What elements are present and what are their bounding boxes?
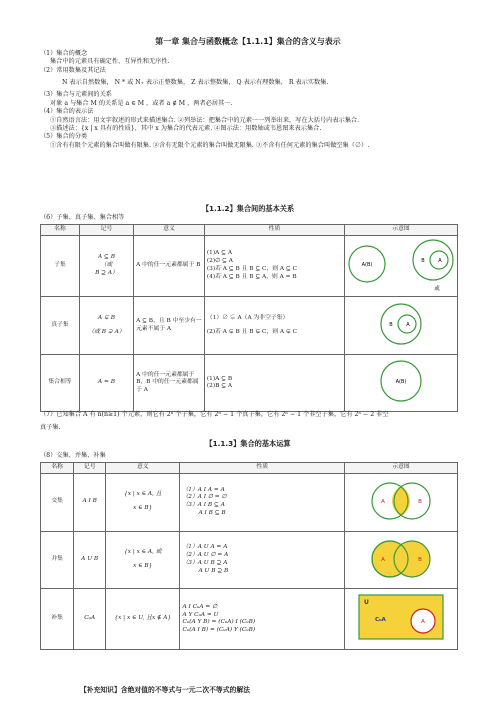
venn-label: A bbox=[381, 556, 385, 563]
line: ①自然语言法：用文字叙述的形式来描述集合. ②列举法：把集合中的元素一一列举出来，写在大括号内表示集合. bbox=[50, 116, 360, 124]
symbol: A ⊊ B bbox=[97, 314, 115, 321]
cell-name: 真子集 bbox=[41, 296, 80, 355]
subset-venn-diagram bbox=[345, 236, 457, 292]
or-label: 或 bbox=[434, 285, 440, 292]
property: （2）A I ∅ = ∅ bbox=[182, 494, 227, 501]
property: （2）A U ∅ = A bbox=[182, 552, 229, 559]
property: （3）A U B ⊇ A bbox=[182, 560, 228, 567]
line: 对象 a 与集合 M 的关系是 a ∈ M ，或者 a ∉ M ，两者必居其一. bbox=[50, 99, 233, 107]
symbol: A U B bbox=[74, 531, 106, 589]
line: N 表示自然数集， N * 或 N₊ 表示正整数集， Z 表示整数集， Q 表示有理数集， R 表示实数集. bbox=[62, 79, 329, 87]
property: (4)若 A ⊆ B 且 B ⊆ A，则 A = B bbox=[206, 273, 297, 280]
property: A I B ⊆ B bbox=[198, 510, 226, 517]
line: （7）已知集合 A 有 n(n≥1) 个元素，则它有 2ⁿ 个子集，它有 2ⁿ − 1 个真子集，它有 2ⁿ − 1 个非空子集，它有 2ⁿ − 2 非空 bbox=[40, 411, 389, 418]
line: （3）集合与元素间的关系 bbox=[40, 91, 112, 99]
cell-name: 子集 bbox=[41, 235, 80, 296]
symbol: A I B bbox=[74, 473, 106, 531]
intersection-venn-diagram bbox=[345, 474, 457, 527]
section-heading-1-1-2: 【1.1.2】集合间的基本关系 bbox=[201, 204, 295, 213]
col-header: 意义 bbox=[106, 463, 180, 474]
property: (2)∅ ⊆ A bbox=[206, 257, 233, 264]
equal-sets-venn-diagram bbox=[345, 355, 457, 407]
supplement-heading: 【补充知识】含绝对值的不等式与一元二次不等式的解法 bbox=[80, 686, 250, 694]
property: A U B ⊇ B bbox=[198, 567, 229, 574]
cell-meaning: A 中的任一元素都属于 B bbox=[134, 235, 205, 296]
line: （6）子集、真子集、集合相等 bbox=[40, 214, 125, 221]
meaning: {x | x ∈ U, 且x ∉ A} bbox=[106, 589, 180, 650]
venn-label: A bbox=[406, 321, 410, 328]
col-header: 性质 bbox=[180, 463, 345, 474]
page-title: 第一章 集合与函数概念【1.1.1】集合的含义与表示 bbox=[155, 37, 341, 46]
property: （1）A I A = A bbox=[182, 486, 225, 493]
intersection-region bbox=[392, 486, 410, 516]
venn-label: A bbox=[381, 498, 385, 505]
property: （1）A U A = A bbox=[182, 544, 228, 551]
line: ①含有有限个元素的集合叫做有限集. ②含有无限个元素的集合叫做无限集. ③不含有任何元素的集合叫做空集（∅）. bbox=[50, 141, 370, 149]
meaning: x ∈ B} bbox=[133, 563, 153, 570]
venn-label: A bbox=[421, 619, 425, 626]
line: 真子集. bbox=[40, 424, 61, 431]
col-header: 意义 bbox=[134, 225, 205, 236]
table-row bbox=[41, 473, 458, 531]
line: （1）集合的概念 bbox=[40, 50, 88, 57]
symbol: B ⊇ A） bbox=[95, 269, 118, 276]
venn-label: B bbox=[418, 498, 422, 505]
venn-label: U bbox=[364, 599, 369, 607]
symbol: （或 bbox=[100, 261, 113, 268]
property: (2)B ⊆ A bbox=[206, 383, 233, 390]
venn-label: A bbox=[438, 257, 442, 264]
col-header: 示意图 bbox=[345, 225, 458, 236]
union-venn-diagram bbox=[345, 532, 457, 585]
property: (1)A ⊆ B bbox=[206, 375, 233, 382]
symbol: CᵤA bbox=[74, 589, 106, 650]
venn-circle-outer bbox=[381, 304, 421, 344]
operations-table bbox=[40, 462, 458, 650]
venn-circle-b bbox=[394, 541, 430, 577]
line: 集合中的元素具有确定性、互异性和无序性. bbox=[50, 58, 170, 66]
col-header: 记号 bbox=[74, 463, 106, 474]
meaning: {x | x ∈ A, 且 bbox=[124, 491, 162, 498]
symbol: A ⊆ B bbox=[97, 254, 115, 260]
relations-table bbox=[40, 224, 458, 412]
venn-label: A(B) bbox=[395, 379, 407, 386]
property: Cᵤ(A I B) = (CᵤA) Y (CᵤB) bbox=[182, 627, 256, 634]
col-header: 名称 bbox=[41, 463, 74, 474]
meaning: x ∈ B} bbox=[133, 505, 153, 512]
venn-label: B bbox=[418, 556, 422, 563]
venn-label: B bbox=[389, 321, 393, 328]
table-row bbox=[41, 296, 458, 355]
cell-meaning: A 中的任一元素都属于 B，B 中的任一元素都属于 A bbox=[134, 355, 205, 412]
col-header: 记号 bbox=[79, 225, 133, 236]
line: （2）常用数集及其记法 bbox=[40, 66, 106, 74]
venn-circle-outer bbox=[413, 240, 453, 280]
meaning: {x | x ∈ A, 或 bbox=[124, 549, 162, 556]
property: （3）A I B ⊆ A bbox=[182, 502, 225, 509]
venn-label: B bbox=[421, 257, 425, 264]
col-header: 性质 bbox=[204, 225, 344, 236]
table-row bbox=[41, 235, 458, 296]
table-row bbox=[41, 355, 458, 412]
property: Cᵤ(A Y B) = (CᵤA) I (CᵤB) bbox=[182, 619, 256, 626]
col-header: 示意图 bbox=[345, 463, 458, 474]
proper-subset-venn-diagram bbox=[345, 297, 457, 351]
property: (1)A ⊆ A bbox=[206, 250, 233, 257]
symbol: （或 B ⊋ A） bbox=[88, 328, 125, 335]
property: (3)若 A ⊆ B 且 B ⊆ C，则 A ⊆ C bbox=[206, 265, 298, 272]
property: （1）∅ ⊊ A（A 为非空子集） bbox=[206, 314, 289, 321]
venn-label: A(B) bbox=[361, 261, 373, 268]
line: （5）集合的分类 bbox=[40, 133, 88, 141]
section-1 bbox=[40, 50, 460, 150]
cell-name: 集合相等 bbox=[41, 355, 80, 412]
property: A I CᵤA = ∅ bbox=[182, 603, 218, 610]
cell-meaning: A ⊆ B，且 B 中至少有一元素不属于 A bbox=[134, 296, 205, 355]
line: ③描述法：{x | x 具有的性质}，其中 x 为集合的代表元素. ④图示法：用数轴或韦恩图来表示集合. bbox=[50, 124, 322, 132]
section-heading-1-1-3: 【1.1.3】集合的基本运算 bbox=[205, 439, 291, 448]
cell-name: 交集 bbox=[41, 473, 74, 531]
col-header: 名称 bbox=[41, 225, 80, 236]
cell-name: 补集 bbox=[41, 589, 74, 650]
venn-label: CᵤA bbox=[375, 617, 386, 624]
complement-venn-diagram bbox=[345, 589, 457, 645]
line: （8）交集、并集、补集 bbox=[40, 452, 106, 459]
table-row bbox=[41, 531, 458, 589]
property: A Y CᵤA = U bbox=[182, 611, 219, 618]
line: （4）集合的表示法 bbox=[40, 108, 94, 116]
cell-name: 并集 bbox=[41, 531, 74, 589]
table-row bbox=[41, 589, 458, 650]
property: (2)若 A ⊊ B 且 B ⊊ C，则 A ⊊ C bbox=[206, 328, 298, 335]
symbol: A = B bbox=[79, 355, 133, 412]
